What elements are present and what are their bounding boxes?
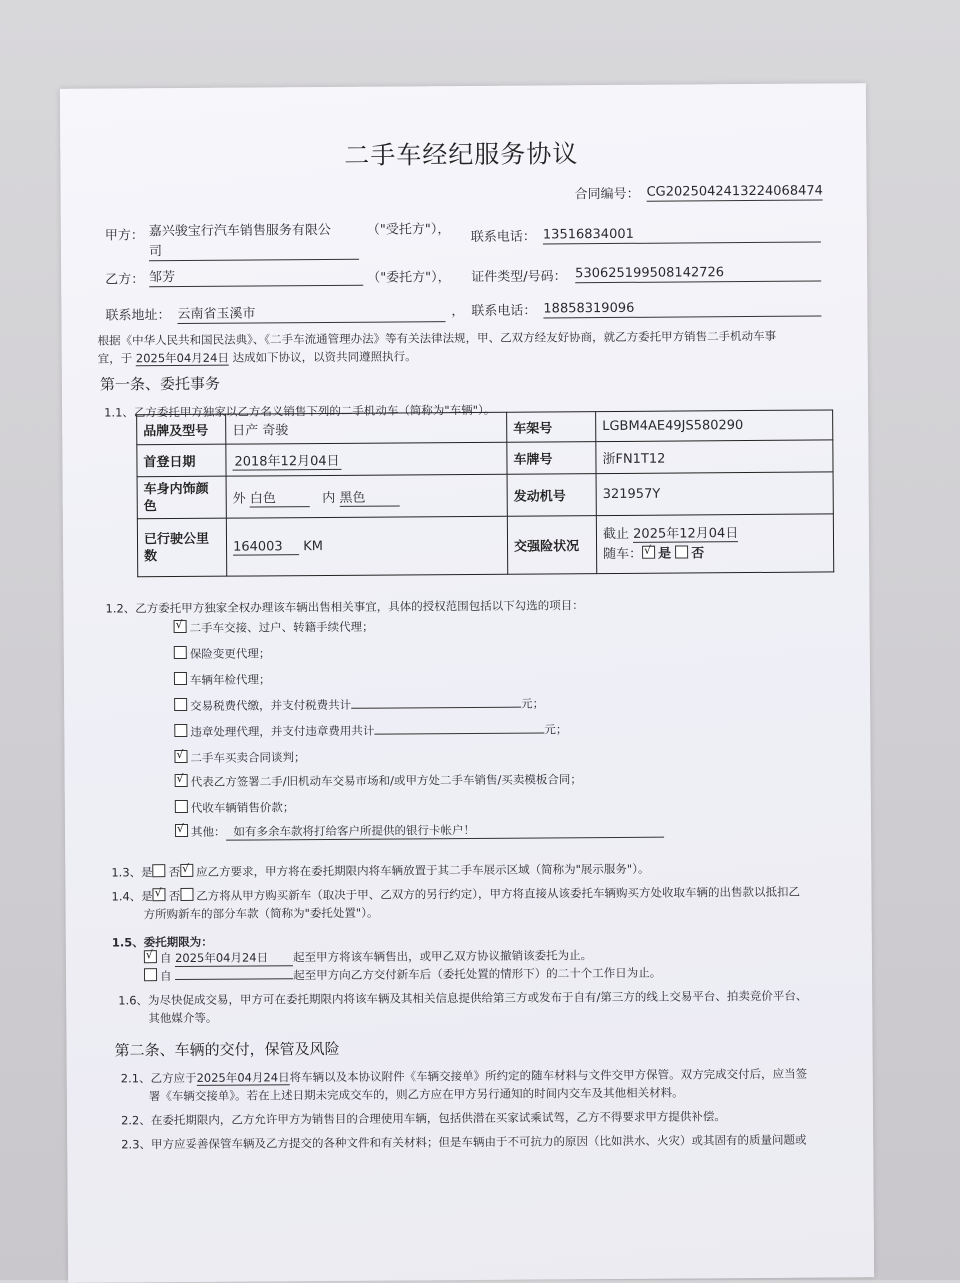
clause-1-4-line1: 1.4、是√ 否 乙方将从甲方购买新车（取决于甲、乙双方的另行约定），甲方将直接从该委托车辆购买方处收取车辆的出售款以抵扣乙 <box>111 884 800 905</box>
party-b-phone: 18858319096 <box>543 300 821 319</box>
option-other-value: 如有多余车款将打给客户所提供的银行卡帐户！ <box>225 821 663 841</box>
party-b-id-label: 证件类型/号码： <box>471 269 567 285</box>
option-transfer-checkbox[interactable] <box>174 620 187 633</box>
clause-1-5-title: 1.5、委托期限为： <box>111 934 213 950</box>
insurance-cell: 截止 2025年12月04日 随车：√ 是 否 <box>596 514 833 574</box>
contract-no-label: 合同编号： <box>574 186 640 203</box>
clause-2-1-line2: 署《车辆交接单》。若在上述日期未完成交车的，则乙方应在甲方另行通知的时间内交车及其他相关材料。 <box>148 1085 684 1104</box>
insurance-yes-checkbox[interactable] <box>642 545 655 558</box>
party-b-name: 邹芳 <box>149 269 363 287</box>
clause-1-6-line1: 1.6、为尽快促成交易，甲方可在委托期限内将该车辆及其相关信息提供给第三方或发布于自有/第三方的线上交易平台、拍卖竞价平台、 <box>118 988 808 1008</box>
option-tax-checkbox[interactable] <box>174 698 187 711</box>
party-b-phone-label: 联系电话： <box>471 303 537 319</box>
option-negotiation: √二手车买卖合同谈判； <box>174 749 305 766</box>
intro-date: 2025年04月24日 <box>135 350 229 366</box>
page-title: 二手车经纪服务协议 <box>344 139 579 170</box>
clause-1-6-line2: 其他媒介等。 <box>148 1010 218 1026</box>
option-insurance: 保险变更代理； <box>174 645 271 662</box>
engine-value: 321957Y <box>596 472 833 516</box>
party-a-phone-label: 联系电话： <box>470 229 536 245</box>
color-label: 车身内饰颜 色 <box>137 476 226 519</box>
clause-2-1-line1: 2.1、乙方应于2025年04月24日将车辆以及本协议附件《车辆交接单》所约定的随车材料与文件交甲方保管。双方完成交付后，应当签 <box>120 1066 808 1086</box>
vehicle-table <box>136 409 834 577</box>
party-a-phone: 13516834001 <box>543 226 821 245</box>
term-b-checkbox[interactable] <box>144 968 157 981</box>
reg-date-value: 2018年12月04日 <box>232 454 341 471</box>
clause-1-2: 1.2、乙方委托甲方独家全权办理该车辆出售相关事宜，具体的授权范围包括以下勾选的项目： <box>105 598 584 616</box>
option-inspection: 车辆年检代理； <box>174 671 271 688</box>
mileage-unit: KM <box>303 538 323 554</box>
clause-1-3: 1.3、是 否√ 应乙方要求，甲方将在委托期限内将车辆放置于其二手车展示区域（简称为"展示服务"）。 <box>111 861 649 881</box>
plate-value: 浙FN1T12 <box>596 440 833 474</box>
option-sign-contract-checkbox[interactable] <box>175 774 188 787</box>
option-other-checkbox[interactable] <box>175 824 188 837</box>
agreement-paper <box>60 83 874 1283</box>
address-label: 联系地址： <box>105 308 171 324</box>
c14-no-checkbox[interactable] <box>180 888 193 901</box>
clause-1-1: 1.1、乙方委托甲方独家以乙方名义销售下列的二手机动车（简称为"车辆"）。 <box>104 402 496 420</box>
option-tax: 交易税费代缴，并支付税费共计 元； <box>174 693 544 714</box>
reg-date-label: 首登日期 <box>137 444 226 477</box>
mileage-value: 164003 <box>233 539 299 555</box>
party-b-label: 乙方： <box>105 272 145 288</box>
option-inspection-checkbox[interactable] <box>174 672 187 685</box>
insurance-no-checkbox[interactable] <box>675 545 688 558</box>
option-insurance-checkbox[interactable] <box>174 646 187 659</box>
intro-line2: 宜，于 2025年04月24日 达成如下协议，以资共同遵照执行。 <box>97 349 417 366</box>
reg-date-cell <box>226 442 507 476</box>
insurance-date: 2025年12月04日 <box>633 525 739 542</box>
clause-2-3: 2.3、甲方应妥善保管车辆及乙方提交的各种文件和有关材料；但是车辆由于不可抗力的原因（比如洪水、火灾）或其固有的质量问题或 <box>121 1132 807 1152</box>
interior-color: 黑色 <box>339 486 399 506</box>
tax-amount-blank <box>351 694 521 709</box>
exterior-color: 白色 <box>250 487 310 507</box>
option-violation: 违章处理代理，并支付违章费用共计 元； <box>174 719 567 740</box>
vin-value: LGBM4AE49JS580290 <box>596 410 833 442</box>
vin-label: 车架号 <box>507 412 596 443</box>
c13-no-checkbox[interactable] <box>180 864 193 877</box>
article1-title: 第一条、委托事务 <box>99 374 220 394</box>
party-b-role: （"委托方"）， <box>367 270 451 286</box>
party-a-label: 甲方： <box>104 228 144 244</box>
clause-2-1-date: 2025年04月24日 <box>196 1070 290 1085</box>
article2-title: 第二条、车辆的交付，保管及风险 <box>114 1039 340 1060</box>
violation-amount-blank <box>374 719 544 734</box>
address-comma: ， <box>451 304 465 320</box>
option-negotiation-checkbox[interactable] <box>174 750 187 763</box>
brand-label: 品牌及型号 <box>137 414 226 445</box>
term-a-date: 2025年04月24日 <box>175 949 293 967</box>
party-a-name-line2: 司 <box>149 243 359 261</box>
insurance-label: 交强险状况 <box>507 516 596 575</box>
option-other: √其他： 如有多余车款将打给客户所提供的银行卡帐户！ <box>175 821 664 841</box>
clause-1-5-a: √自 2025年04月24日 起至甲方将该车辆售出，或甲乙双方协议撤销该委托为止。 <box>144 947 592 967</box>
mileage-cell <box>226 516 507 576</box>
intro-line1: 根据《中华人民共和国民法典》、《二手车流通管理办法》等有关法律法规，甲、乙双方经友好协商，就乙方委托甲方销售二手机动车事 <box>97 328 777 348</box>
term-b-date-blank <box>175 965 293 980</box>
c14-yes-checkbox[interactable] <box>153 888 166 901</box>
party-a-name-line1: 嘉兴骏宝行汽车销售服务有限公 <box>148 222 331 240</box>
engine-label: 发动机号 <box>507 474 596 517</box>
color-cell: 外 白色 内 黑色 <box>226 474 507 518</box>
party-b-id: 530625199508142726 <box>575 265 821 284</box>
contract-no: CG2025042413224068474 <box>646 183 823 200</box>
option-collect-payment: 代收车辆销售价款； <box>175 799 295 816</box>
party-b-address: 云南省玉溪市 <box>177 305 445 324</box>
brand-value: 日产 奇骏 <box>226 412 507 444</box>
clause-1-4-line2: 方所购新车的部分车款（简称为"委托处置"）。 <box>143 905 379 922</box>
term-a-checkbox[interactable] <box>144 950 157 963</box>
option-sign-contract: √代表乙方签署二手/旧机动车交易市场和/或甲方处二手车销售/买卖模板合同； <box>175 771 582 790</box>
clause-2-2: 2.2、在委托期限内，乙方允许甲方为销售目的合理使用车辆，包括供潜在买家试乘试驾，乙方不得要求甲方提供补偿。 <box>120 1109 726 1128</box>
option-transfer: √二手车交接、过户、转籍手续代理； <box>174 619 374 636</box>
clause-1-5-b: 自 起至甲方向乙方交付新车后（委托处置的情形下）的二十个工作日为止。 <box>144 963 661 985</box>
option-violation-checkbox[interactable] <box>174 724 187 737</box>
option-collect-payment-checkbox[interactable] <box>175 800 188 813</box>
mileage-label: 已行驶公里 数 <box>137 518 226 577</box>
plate-label: 车牌号 <box>507 442 596 475</box>
c13-yes-checkbox[interactable] <box>153 864 166 877</box>
party-a-role: （"受托方"）， <box>366 222 451 238</box>
